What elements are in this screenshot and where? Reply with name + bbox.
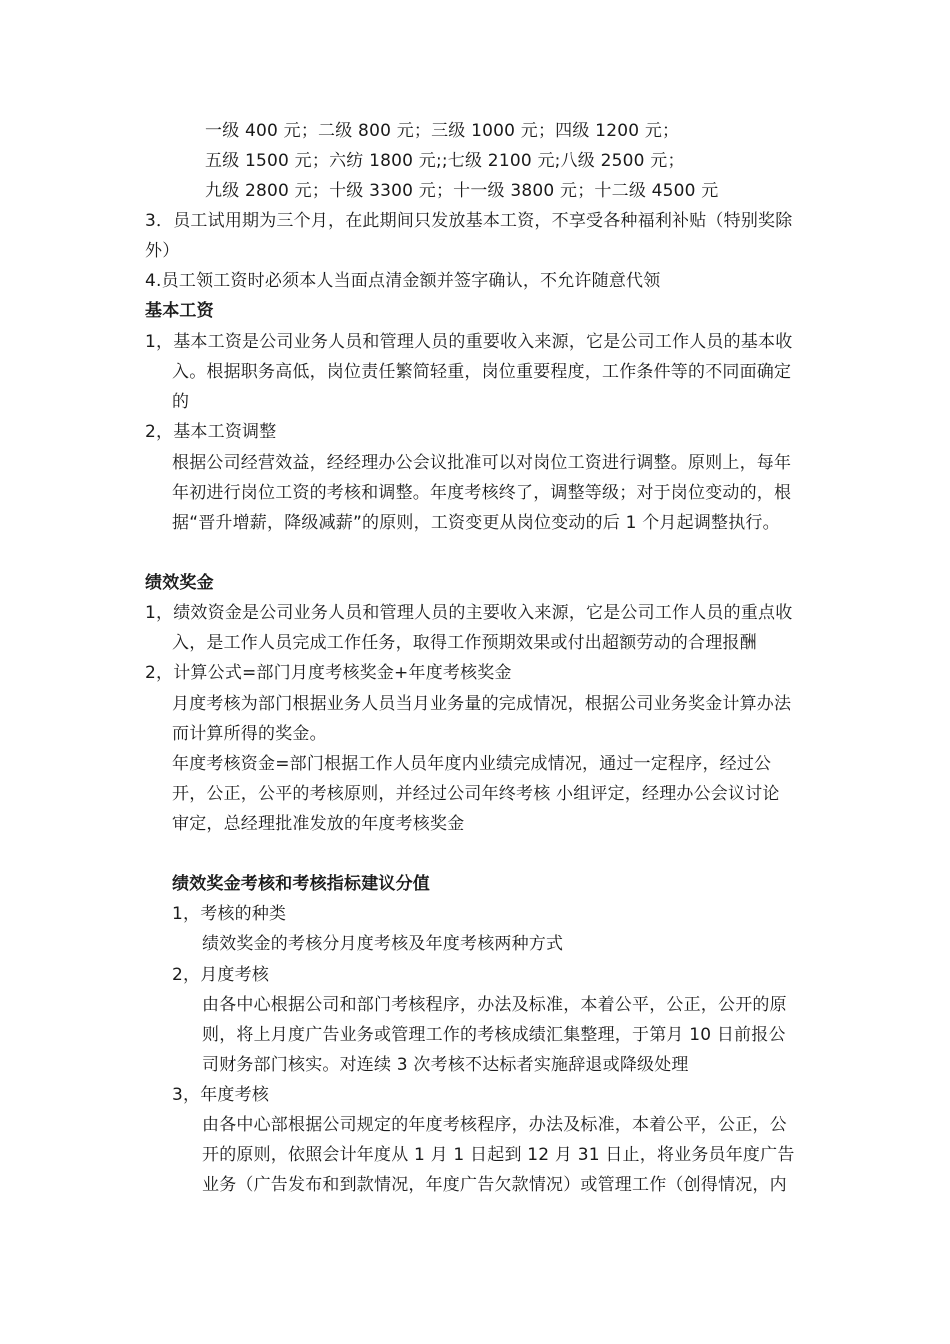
rule-item-3-line-1: 3．员工试用期为三个月，在此期间只发放基本工资，不享受各种福利补贴（特别奖除 xyxy=(145,211,793,231)
basic-salary-heading: 基本工资 xyxy=(145,301,214,321)
assessment-heading: 绩效奖金考核和考核指标建议分值 xyxy=(172,874,430,894)
bonus-monthly-line-1: 月度考核为部门根据业务人员当月业务量的完成情况，根据公司业务奖金计算办法 xyxy=(172,694,792,714)
bonus-item-2: 2，计算公式=部门月度考核奖金+年度考核奖金 xyxy=(145,663,512,683)
assessment-item-1: 1，考核的种类 xyxy=(172,904,287,924)
assessment-item-2-body-line-3: 司财务部门核实。对连续 3 次考核不达标者实施辞退或降级处理 xyxy=(202,1055,689,1075)
basic-salary-item-1-line-2: 入。根据职务高低，岗位责任繁简轻重，岗位重要程度，工作条件等的不同面确定 xyxy=(172,362,792,382)
salary-levels-row-2: 五级 1500 元；六纺 1800 元;;七级 2100 元;八级 2500 元； xyxy=(205,151,685,171)
basic-salary-item-1-line-3: 的 xyxy=(172,392,190,412)
assessment-item-2-body-line-2: 则，将上月度广告业务或管理工作的考核成绩汇集整理，于第月 10 日前报公 xyxy=(202,1025,786,1045)
rule-item-3-line-2: 外） xyxy=(145,241,180,261)
assessment-item-1-body: 绩效奖金的考核分月度考核及年度考核两种方式 xyxy=(202,934,564,954)
basic-salary-item-2-body-line-3: 据“晋升增薪，降级减薪”的原则，工资变更从岗位变动的后 1 个月起调整执行。 xyxy=(172,513,780,533)
bonus-item-1-line-1: 1，绩效资金是公司业务人员和管理人员的主要收入来源，它是公司工作人员的重点收 xyxy=(145,603,793,623)
basic-salary-item-2-body-line-1: 根据公司经营效益，经经理办公会议批准可以对岗位工资进行调整。原则上，每年 xyxy=(172,453,792,473)
bonus-annual-line-3: 审定，总经理批准发放的年度考核奖金 xyxy=(172,814,465,834)
assessment-item-3: 3，年度考核 xyxy=(172,1085,270,1105)
assessment-item-2-body-line-1: 由各中心根据公司和部门考核程序，办法及标准，本着公平，公正，公开的原 xyxy=(202,995,787,1015)
assessment-item-3-body-line-3: 业务（广告发布和到款情况，年度广告欠款情况）或管理工作（创得情况，内 xyxy=(202,1175,787,1195)
rule-item-4: 4.员工领工资时必须本人当面点清金额并签字确认，不允许随意代领 xyxy=(145,271,661,291)
bonus-annual-line-1: 年度考核资金=部门根据工作人员年度内业绩完成情况，通过一定程序，经过公 xyxy=(172,754,772,774)
bonus-heading: 绩效奖金 xyxy=(145,573,214,593)
bonus-annual-line-2: 开，公正，公平的考核原则，并经过公司年终考核 小组评定，经理办公会议讨论 xyxy=(172,784,780,804)
basic-salary-item-2: 2，基本工资调整 xyxy=(145,422,277,442)
basic-salary-item-2-body-line-2: 年初进行岗位工资的考核和调整。年度考核终了，调整等级；对于岗位变动的，根 xyxy=(172,483,792,503)
bonus-item-1-line-2: 入，是工作人员完成工作任务，取得工作预期效果或付出超额劳动的合理报酬 xyxy=(172,633,757,653)
bonus-monthly-line-2: 而计算所得的奖金。 xyxy=(172,724,327,744)
basic-salary-item-1-line-1: 1，基本工资是公司业务人员和管理人员的重要收入来源，它是公司工作人员的基本收 xyxy=(145,332,793,352)
salary-levels-row-3: 九级 2800 元；十级 3300 元；十一级 3800 元；十二级 4500 元 xyxy=(205,181,719,201)
assessment-item-3-body-line-2: 开的原则，依照会计年度从 1 月 1 日起到 12 月 31 日止，将业务员年度广告 xyxy=(202,1145,795,1165)
salary-levels-row-1: 一级 400 元；二级 800 元；三级 1000 元；四级 1200 元； xyxy=(205,121,680,141)
assessment-item-3-body-line-1: 由各中心部根据公司规定的年度考核程序，办法及标准，本着公平，公正，公 xyxy=(202,1115,787,1135)
assessment-item-2: 2，月度考核 xyxy=(172,965,270,985)
